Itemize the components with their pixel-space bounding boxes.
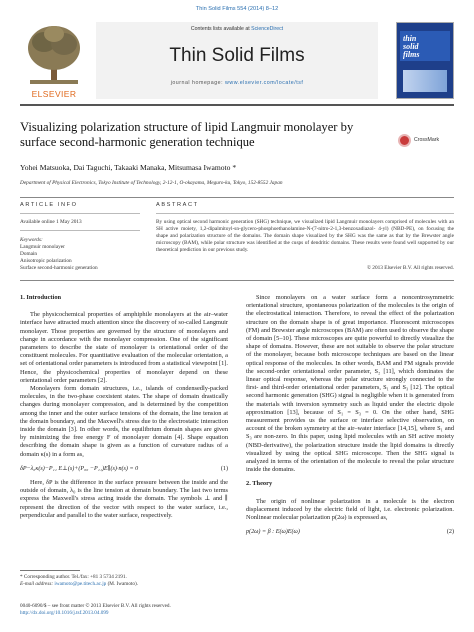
footnotes xyxy=(20,574,230,588)
body-column-left xyxy=(20,294,228,520)
elsevier-tree-icon xyxy=(20,22,88,86)
article-info-heading: ARTICLE INFO xyxy=(20,202,78,208)
doi-link[interactable]: http://dx.doi.org/10.1016/j.tsf.2013.04.099 xyxy=(20,609,109,616)
divider-abstract xyxy=(156,213,454,214)
elsevier-logo xyxy=(20,22,88,99)
affiliation: Department of Physical Electronics, Tokyo Institute of Technology, 2-12-1, O-okayama, Meguro-ku, Tokyo, 152-8552 Japan xyxy=(20,180,283,186)
divider-top xyxy=(20,197,454,198)
email-prefix: E-mail address: xyxy=(20,580,55,587)
keyword-item: Langmuir monolayer xyxy=(20,243,65,250)
equation-1-body: δP−λ₀κ(s)−P₁₁ E⊥(s)+(P₀₀ −P₁₁)E∥(s)·n(s) = 0 xyxy=(20,465,139,472)
author-list: Yohei Matsuoka, Dai Taguchi, Takaaki Manaka, Mitsumasa Iwamoto * xyxy=(20,163,237,172)
keyword-item: Anisotropic polarization xyxy=(20,257,72,264)
available-online: Available online 1 May 2013 xyxy=(20,219,82,225)
equation-2-body: p(2ω) = β : E(ω)E(ω) xyxy=(246,529,300,536)
contents-line xyxy=(96,26,378,32)
equation-2-number: (2) xyxy=(446,529,454,536)
article-identifiers xyxy=(20,603,260,617)
abstract-text: By using optical second harmonic generation (SHG) technique, we visualized lipid Langmuir monolayers comprised of molecules with an SH active moiety, 1,2-dipalmitoyl-sn-glycero-phosphoethanolamine-N-(7-nitro-2-1,3-benzoxadiazol- 4-yl) (NBD-PE), on focusing the shape and polarization structure of the domains. The domain shape visualized by the SHG was the same as that by the Brewster angle microscopy (BAM), while polar structure was identified at the cusps of dendritic domains. These results were found well supported by our theoretical prediction in our previous study. xyxy=(156,219,454,254)
divider-body xyxy=(20,280,454,281)
sciencedirect-link[interactable]: ScienceDirect xyxy=(251,26,284,32)
theory-paragraph-1: The origin of nonlinear polarization in a molecule is the electron displacement induced by the electric field of light, i.e. electronic polarization. Nonlinear molecular polarization p(2ω) is expressed as, xyxy=(246,497,454,522)
crossmark-icon xyxy=(398,134,411,147)
crossmark-badge[interactable] xyxy=(398,134,454,148)
journal-homepage xyxy=(96,80,378,86)
abstract-heading: ABSTRACT xyxy=(156,202,199,208)
masthead-rule xyxy=(20,104,454,106)
equation-2 xyxy=(246,528,454,536)
email-suffix: (M. Iwamoto). xyxy=(106,580,138,587)
crossmark-label: CrossMark xyxy=(414,137,440,143)
email-link[interactable]: iwamoto@pe.titech.ac.jp xyxy=(54,580,107,587)
masthead xyxy=(20,22,454,99)
journal-cover[interactable] xyxy=(396,22,454,99)
elsevier-wordmark: ELSEVIER xyxy=(31,89,77,99)
homepage-prefix: journal homepage: xyxy=(170,80,226,86)
divider-info xyxy=(20,213,140,214)
intro-paragraph-1: The physicochemical properties of amphiphile monolayers at the air–water interface have attracted much attention since the discovery of so-called Langmuir monolayer. Those properties are governed by the structure of monolayers and change in accordance with the monolayer compression. One of the significant parameters to describe the state of monolayer is orientational order of the constituent molecules. For quantitative evaluation of the molecular orientation, a set of orientational order parameters is introduced from a statistical viewpoint [1]. Hence, the physicochemical properties of monolayer depend on these orientational order parameters [2]. xyxy=(20,311,228,384)
journal-reference[interactable]: Thin Solid Films 554 (2014) 8–12 xyxy=(195,6,279,12)
intro-paragraph-2: Monolayers form domain structures, i.e., islands of condensedly-packed molecules, in the two-phase coexistent states. The shape of domain drastically changes during monolayer compression, and is determined by the competition among the inner and the outer surface tensions of the domain, the line tension at the domain boundary, and the Maxwell's stress due to the electrostatic interaction inside the domain [3]. In other words, the equilibrium domain shapes are given by minimizing the free energy F of monolayer domain [4]. Shape equation describing the domain shape is given as a function of curvature radius of a domain κ(s) in a form as, xyxy=(20,385,228,458)
homepage-link[interactable]: www.elsevier.com/locate/tsf xyxy=(225,80,304,86)
cover-line-1: thin xyxy=(403,34,417,43)
keyword-item: Domain xyxy=(20,250,38,257)
body-column-right xyxy=(246,294,454,542)
section-heading-theory: 2. Theory xyxy=(246,480,273,488)
footnote-rule xyxy=(20,570,80,571)
intro-paragraph-3: Here, δP is the difference in the surface pressure between the inside and the outside of domain, λ₀ is the line tension at domain boundary. The last two terms express the Maxwell's stress acting inside the domain. The symbols ⊥ and ∥ represent the direction of the vector with respect to the water surface, i.e., perpendicular and parallel to the water surface, respectively. xyxy=(20,479,228,519)
masthead-center xyxy=(96,22,378,99)
cover-line-2: solid xyxy=(403,42,419,51)
equation-1-number: (1) xyxy=(220,465,228,472)
contents-prefix: Contents lists available at xyxy=(190,26,252,32)
journal-title: Thin Solid Films xyxy=(169,45,305,66)
equation-1 xyxy=(20,465,228,473)
divider-available xyxy=(20,230,140,231)
right-paragraph-1: Since monolayers on a water surface form a noncentrosymmetric orientational structure, spontaneous polarization of the molecules is the origin of the electrostatical interaction. Therefore, to reveal the effect of the polarization structure on the domain shape is of great importance. Fluorescent microscopes (FM) and Brewster angle microscopes (BAM) are often used to observe the shape of domain [5–10]. These microscopes are quite powerful to directly visualize the shape of domains. However, these are not suitable to observe the polar structure of the monolayer, because both microscope techniques are based on the linear optical response of the molecules. In other words, BAM and FM signals provide the second-order orientational order parameter, S₂ [11], which dominates the linear optical response, whereas the polar structure strongly connected to the first- and third-order orientational order parameters, S₁ and S₃ [12]. The optical second harmonic generation (SHG) signal is negligible when it is generated from the materials with inversion symmetry such as liquid under the electric dipole approximation [13], because of S₁ = S₃ = 0. On the other hand, SHG measurement provides us the surface or interface selective observation, on account of the broken symmetry at the air–water interface [14,15], where S₁ and S₃ are non-zero. In this paper, using lipid molecules with an SH active moiety (NBD-derivative), the polarization structure inside the lipid domains is directly visualized by using the optical SHG microscope. Then the SHG signal is analyzed in terms of the orientation of the molecule to reveal the polar structure inside the domains. xyxy=(246,294,454,474)
article-title: Visualizing polarization structure of lipid Langmuir monolayer by surface second-harmonic generation technique xyxy=(20,120,354,149)
keywords-label: Keywords: xyxy=(20,237,43,243)
keywords-block xyxy=(20,237,98,272)
cover-line-3: films xyxy=(403,50,420,59)
abstract-copyright: © 2013 Elsevier B.V. All rights reserved. xyxy=(366,265,454,271)
issn-line: 0040-6090/$ – see front matter © 2013 Elsevier B.V. All rights reserved. xyxy=(20,603,171,609)
cover-image xyxy=(403,70,447,92)
cover-title xyxy=(403,35,419,59)
email-note xyxy=(20,581,230,588)
keyword-item: Surface second-harmonic generation xyxy=(20,264,98,271)
corresponding-author-note: * Corresponding author. Tel./fax: +81 3 5734 2191. xyxy=(20,574,127,580)
section-heading-introduction: 1. Introduction xyxy=(20,294,62,301)
